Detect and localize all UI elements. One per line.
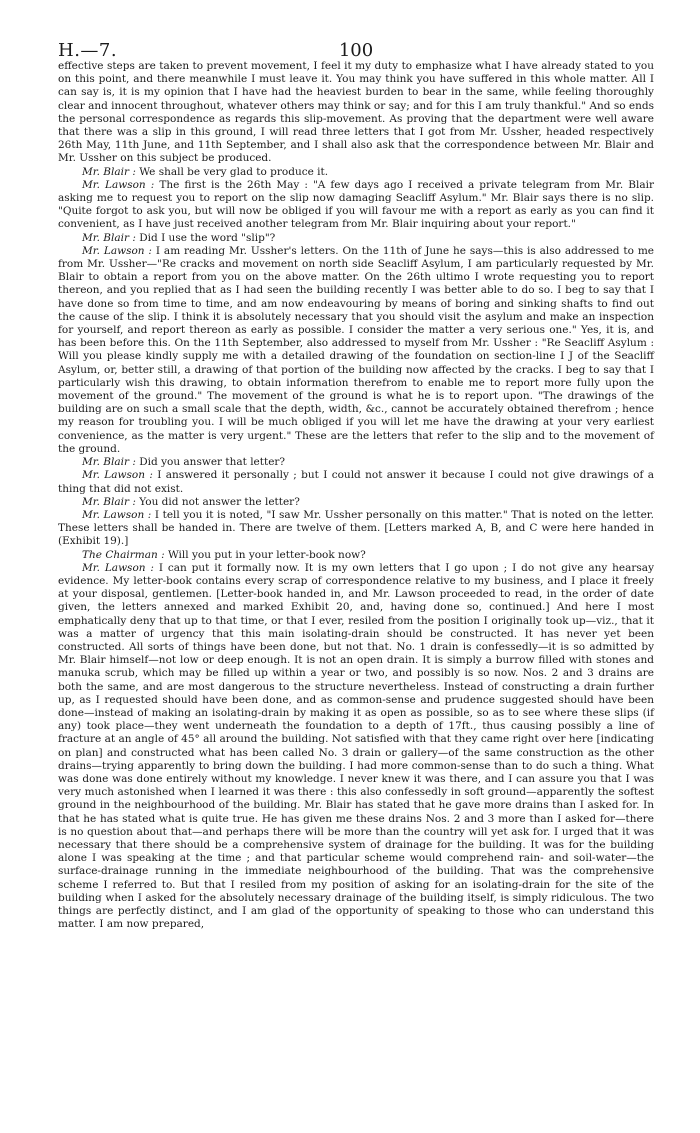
series-code: H.—7. <box>58 40 118 61</box>
speaker-name: Mr. Lawson : <box>82 178 155 191</box>
paragraph-text: I am reading Mr. Ussher's letters. On the 11th of June he says—this is also addressed to me from Mr. Ussher—"Re cracks and movement on north side Seacliff Asylum, I am particularly requested by Mr. Blair to obtain a report from you on the above matter. On the 26th ultimo I wrote requesting you to report thereon, and you replied that as I had seen the building recently I was better able to do so. I beg to say that I have done so from time to time, and am now endeavouring by means of boring and sinking shafts to find out the cause of the slip. I think it is absolutely necessary that you should visit the asylum and make an inspection for yourself, and report thereon as early as possible. I consider the matter a very serious one." Yes, it is, and has been before this. On the 11th September, also addressed to myself from Mr. Ussher : "Re Seacliff Asylum : Will you please kindly supply me with a detailed drawing of the foundation on section-line I J of the Seacliff Asylum, or, better still, a drawing of that portion of the building now affected by the cracks. I beg to say that I particularly wish this drawing, to obtain information therefrom to enable me to report more fully upon the movement of the ground." The movement of the ground is what he is to report upon. "The drawings of the building are on such a small scale that the depth, width, &c., cannot be accurately obtained therefrom ; hence my reason for troubling you. I will be much obliged if you will let me have the drawing at your very earliest convenience, as the matter is very urgent." These are the letters that refer to the slip and to the movement of the ground. <box>58 244 655 455</box>
page-number: 100 <box>338 40 374 61</box>
paragraph-text: I answered it personally ; but I could not answer it because I could not give drawings of a thing that did not exist. <box>58 469 654 495</box>
paragraph-text: Did you answer that letter? <box>139 456 286 469</box>
speaker-name: Mr. Blair : <box>82 456 136 469</box>
page-header <box>58 20 654 60</box>
paragraph-text: The first is the 26th May : "A few days ago I received a private telegram from Mr. Blair asking me to request you to report on the slip now damaging Seacliff Asylum." Mr. Blair says there is no slip. "Quite forgot to ask you, but will now be obliged if you will favour me with a report as early as you can find it convenient, as I have just received another telegram from Mr. Blair inquiring about your report." <box>58 178 654 231</box>
paragraph-text: Will you put in your letter-book now? <box>167 548 366 561</box>
speaker-name: Mr. Lawson : <box>82 469 153 482</box>
paragraph <box>58 469 654 495</box>
paragraph <box>58 456 654 469</box>
paragraph-text: I tell you it is noted, "I saw Mr. Ussher personally on this matter." That is noted on the letter. These letters shall be handed in. There are twelve of them. [Letters marked A, B, and C were here handed in (Exhibit 19).] <box>58 508 654 548</box>
speaker-name: Mr. Blair : <box>82 231 136 244</box>
speaker-name: Mr. Blair : <box>82 495 136 508</box>
paragraph <box>58 245 654 456</box>
speaker-name: Mr. Blair : <box>82 165 136 178</box>
paragraph-text: I can put it formally now. It is my own letters that I go upon ; I do not give any hearsay evidence. My letter-book contains every scrap of correspondence relative to my business, and I place it freely at your disposal, gentlemen. [Letter-book handed in, and Mr. Lawson proceeded to read, in the order of date given, the letters annexed and marked Exhibit 20, and, having done so, continued.] And here I most emphatically deny that up to that time, or that I ever, resiled from the position I originally took up—viz., that it was a matter of urgency that this main isolating-drain should be constructed. It has never yet been constructed. All sorts of things have been done, but not that. No. 1 drain is confessedly—it is so admitted by Mr. Blair himself—not low or deep enough. It is not an open drain. It is simply a burrow filled with stones and manuka scrub, which may be filled up within a year or two, and possibly is so now. Nos. 2 and 3 drains are both the same, and are most dangerous to the structure nevertheless. Instead of constructing a drain further up, as I requested should have been done, and as common-sense and prudence suggested should have been done—instead of making an isolating-drain by making it as open as possible, so as to see where these slips (if any) took place—they went underneath the foundation to a depth of 17ft., thus causing possibly a line of fracture at an angle of 45° all around the building. Not satisfied with that they came right over here [indicating on plan] and constructed what has been called No. 3 drain or gallery—of the same construction as the other drains—trying apparently to bring down the building. I had more common-sense than to do such a thing. What was done was done entirely without my knowledge. I never knew it was there, and I can assure you that I was very much astonished when I learned it was there : this also confessedly in soft ground—apparently the softest ground in the neighbourhood of the building. Mr. Blair has stated that he gave more drains than I asked for. In that he has stated what is quite true. He has given me these drains Nos. 2 and 3 more than I asked for—there is no question about that—and perhaps there will be more than the country will yet ask for. I urged that it was necessary that there should be a comprehensive system of drainage for the building. It was for the building alone I was speaking at the time ; and that particular scheme would comprehend rain- and soil-water—the surface-drainage running in the immediate neighbourhood of the building. That was the comprehensive scheme I referred to. But that I resiled from my position of asking for an isolating-drain for the site of the building when I asked for the absolutely necessary drainage of the building itself, is simply ridiculous. The two things are perfectly distinct, and I am glad of the opportunity of speaking to those who can understand this matter. I am now prepared, <box>58 561 654 931</box>
paragraph <box>58 166 654 179</box>
paragraph <box>58 179 654 232</box>
paragraph-text: We shall be very glad to produce it. <box>139 165 329 178</box>
paragraph <box>58 509 654 549</box>
speaker-name: Mr. Lawson : <box>82 561 154 574</box>
speaker-name: Mr. Lawson : <box>82 244 152 257</box>
paragraph <box>58 562 654 932</box>
speaker-name: Mr. Lawson : <box>82 508 152 521</box>
paragraph-text: Did I use the word "slip"? <box>139 231 276 244</box>
paragraph <box>58 60 654 166</box>
paragraph-text: effective steps are taken to prevent movement, I feel it my duty to emphasize what I have already stated to you on this point, and there meanwhile I must leave it. You may think you have suffered in this whole matter. All I can say is, it is my opinion that I have had the heaviest burden to bear in the same, while feeling thoroughly clear and innocent throughout, whatever others may think or say; and for this I am truly thankful." And so ends the personal correspondence as regards this slip-movement. As proving that the department were well aware that there was a slip in this ground, I will read three letters that I got from Mr. Ussher, headed respectively 26th May, 11th June, and 11th September, and I shall also ask that the correspondence between Mr. Blair and Mr. Ussher on this subject be produced. <box>58 60 654 165</box>
paragraph-text: You did not answer the letter? <box>139 495 300 508</box>
body-text <box>58 60 654 931</box>
paragraph <box>58 232 654 245</box>
speaker-name: The Chairman : <box>82 548 165 561</box>
paragraph <box>58 496 654 509</box>
paragraph <box>58 549 654 562</box>
